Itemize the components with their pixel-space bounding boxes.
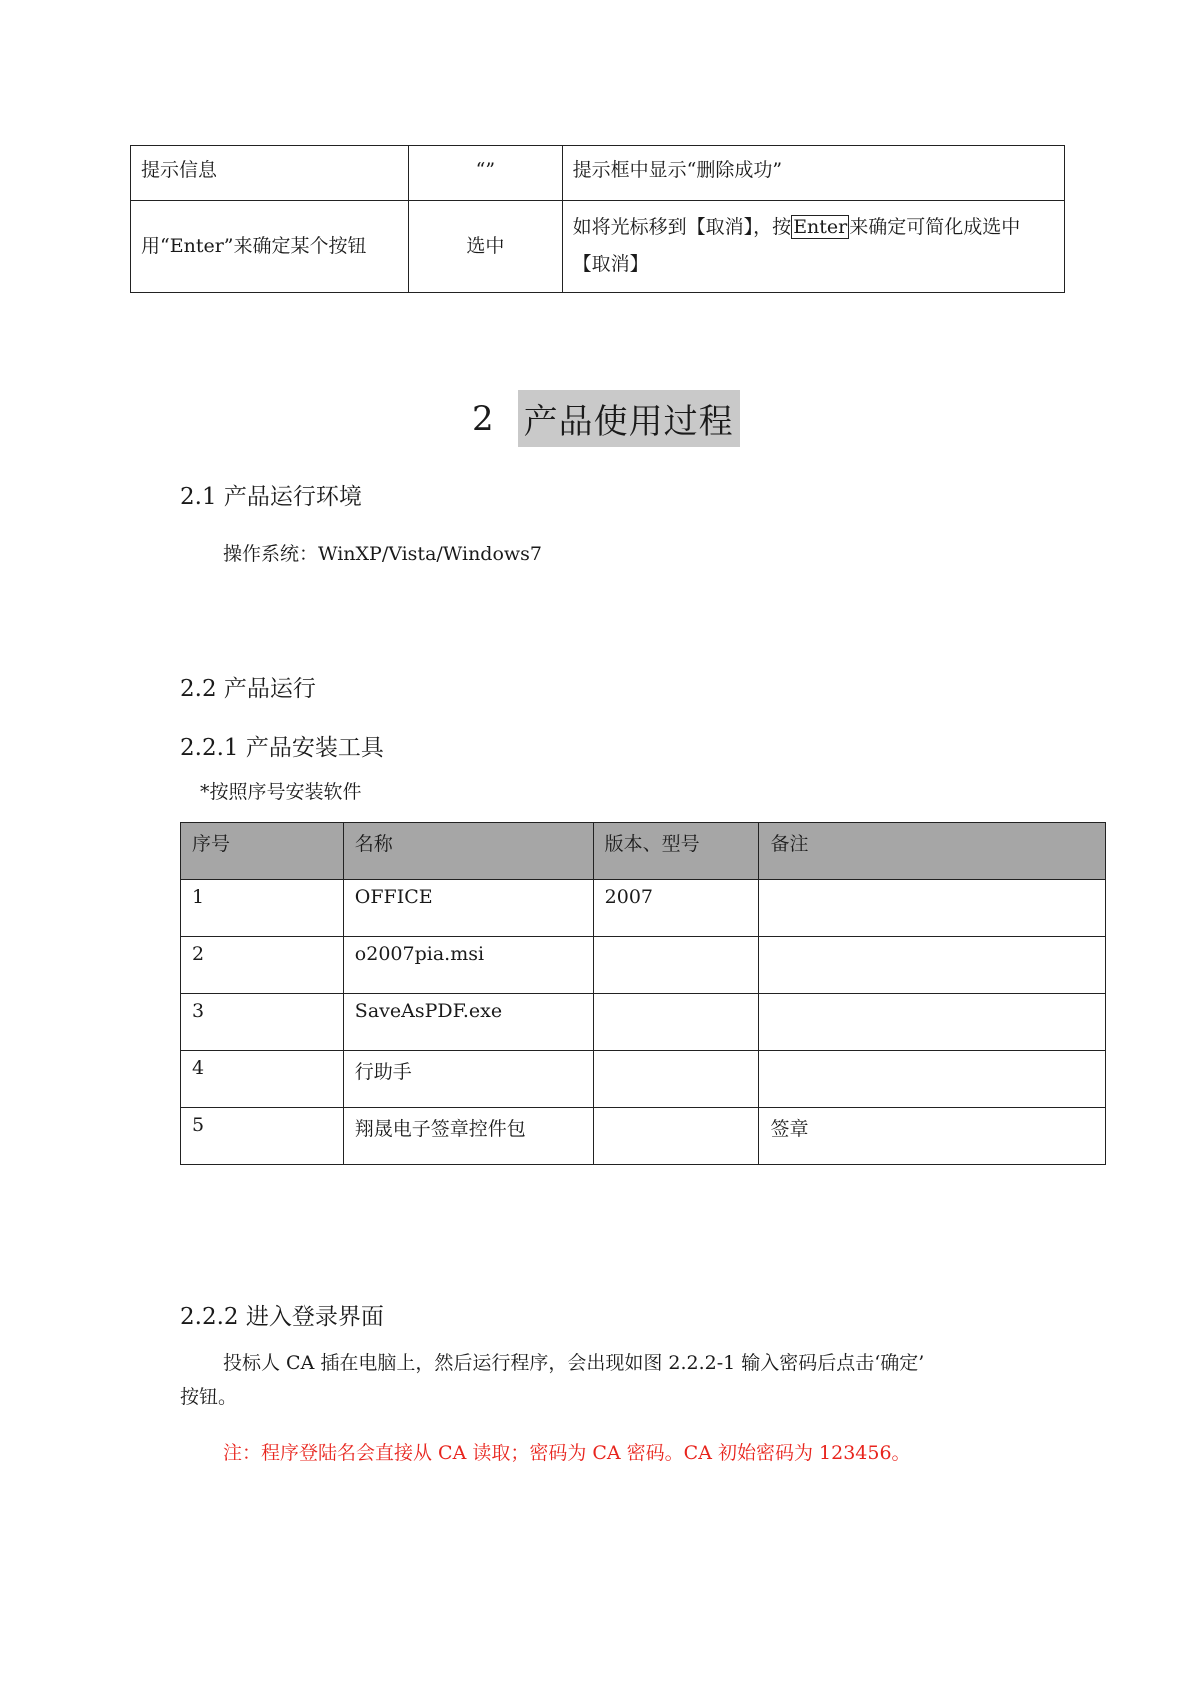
section-heading-2-2-2: 2.2.2 进入登录界面 bbox=[180, 1304, 384, 1330]
cell-text: 来确定可简化成选中【取消】 bbox=[572, 216, 1021, 275]
table-cell: 2 bbox=[181, 937, 344, 994]
table-cell bbox=[593, 994, 759, 1051]
section-heading-2-2: 2.2 产品运行 bbox=[180, 676, 316, 702]
section-heading-2-1: 2.1 产品运行环境 bbox=[180, 484, 362, 510]
table-cell: 行助手 bbox=[343, 1051, 593, 1108]
column-header: 序号 bbox=[181, 823, 344, 880]
top-table bbox=[130, 145, 1065, 293]
section-heading-2-2-1: 2.2.1 产品安装工具 bbox=[180, 735, 384, 761]
table-row bbox=[181, 1108, 1106, 1165]
table-cell: 3 bbox=[181, 994, 344, 1051]
table-cell: 签章 bbox=[759, 1108, 1106, 1165]
column-header: 备注 bbox=[759, 823, 1106, 880]
table-cell bbox=[593, 1051, 759, 1108]
table-cell bbox=[759, 880, 1106, 937]
table-cell: 1 bbox=[181, 880, 344, 937]
chapter-heading bbox=[472, 390, 740, 447]
table-cell bbox=[562, 201, 1064, 293]
table-row bbox=[131, 201, 1065, 293]
table-cell: 用“Enter”来确定某个按钮 bbox=[131, 201, 409, 293]
login-paragraph-line2: 按钮。 bbox=[180, 1386, 238, 1408]
table-cell: 翔晟电子签章控件包 bbox=[343, 1108, 593, 1165]
table-row bbox=[131, 146, 1065, 201]
os-text: 操作系统：WinXP/Vista/Windows7 bbox=[223, 543, 543, 565]
table-cell: OFFICE bbox=[343, 880, 593, 937]
chapter-number: 2 bbox=[472, 398, 494, 439]
table-cell: SaveAsPDF.exe bbox=[343, 994, 593, 1051]
table-cell: 5 bbox=[181, 1108, 344, 1165]
table-cell: 2007 bbox=[593, 880, 759, 937]
enter-key-box: Enter bbox=[793, 216, 848, 238]
table-cell: o2007pia.msi bbox=[343, 937, 593, 994]
install-note: *按照序号安装软件 bbox=[200, 781, 362, 803]
column-header: 名称 bbox=[343, 823, 593, 880]
password-note: 注：程序登陆名会直接从 CA 读取；密码为 CA 密码。CA 初始密码为 123456。 bbox=[223, 1442, 911, 1464]
table-row bbox=[181, 937, 1106, 994]
table-cell: “” bbox=[409, 146, 563, 201]
table-cell: 选中 bbox=[409, 201, 563, 293]
table-cell bbox=[759, 937, 1106, 994]
table-cell bbox=[759, 1051, 1106, 1108]
column-header: 版本、型号 bbox=[593, 823, 759, 880]
table-cell: 提示信息 bbox=[131, 146, 409, 201]
table-cell: 提示框中显示“删除成功” bbox=[562, 146, 1064, 201]
chapter-title: 产品使用过程 bbox=[518, 390, 740, 447]
login-paragraph-line1: 投标人 CA 插在电脑上，然后运行程序，会出现如图 2.2.2-1 输入密码后点击‘确定’ bbox=[223, 1352, 925, 1374]
table-row bbox=[181, 880, 1106, 937]
table-cell bbox=[593, 1108, 759, 1165]
table-cell bbox=[593, 937, 759, 994]
table-cell bbox=[759, 994, 1106, 1051]
software-table bbox=[180, 822, 1106, 1165]
table-cell: 4 bbox=[181, 1051, 344, 1108]
table-row bbox=[181, 1051, 1106, 1108]
table-header-row bbox=[181, 823, 1106, 880]
cell-text: 如将光标移到【取消】，按 bbox=[572, 216, 792, 238]
table-row bbox=[181, 994, 1106, 1051]
